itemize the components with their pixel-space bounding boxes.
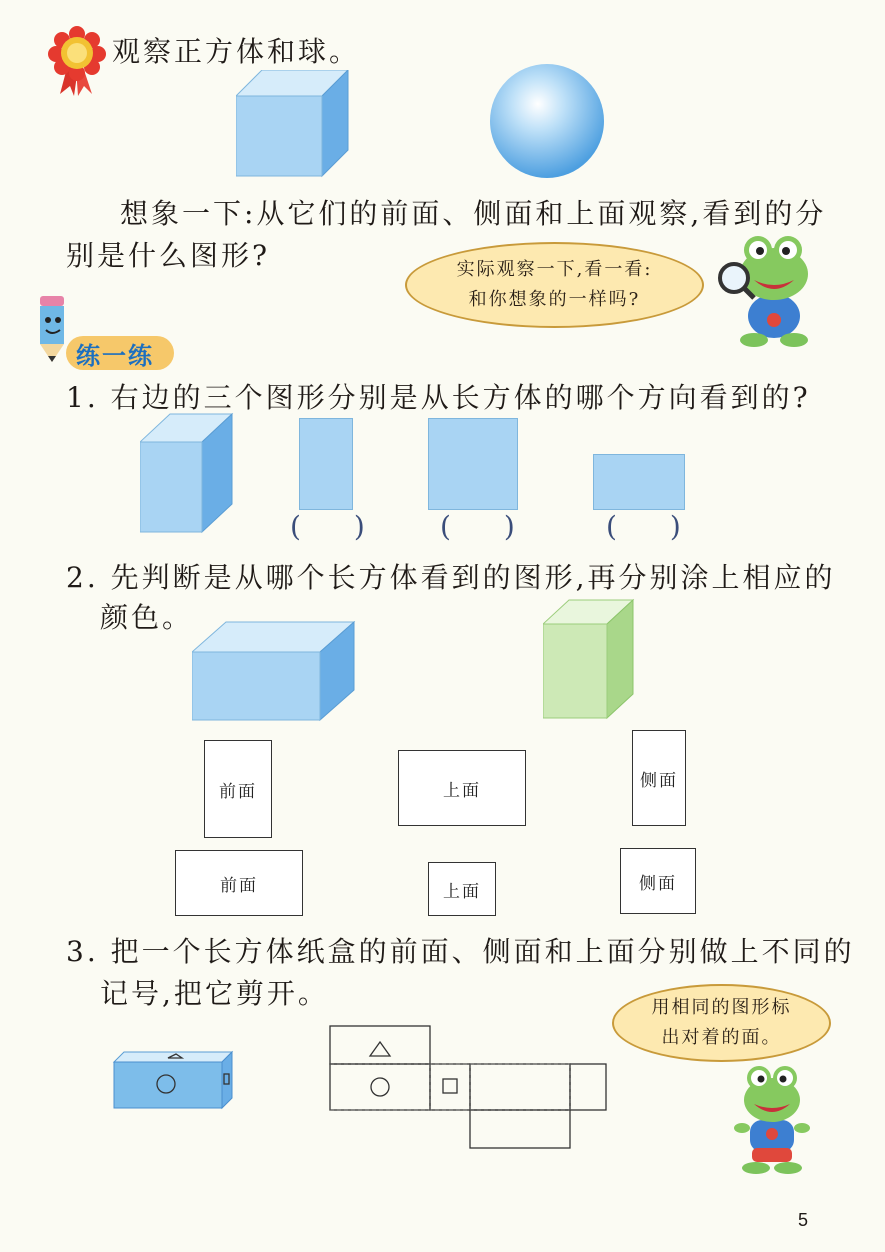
cube-shape: [236, 70, 352, 180]
cuboid-blue-wide: [192, 620, 356, 722]
face-box-side-1: 侧面: [632, 730, 686, 826]
speech-bubble-observe: [405, 242, 704, 328]
question-2-line-1: 2. 先判断是从哪个长方体看到的图形,再分别涂上相应的: [66, 561, 836, 594]
frog-mascot-icon: [732, 1062, 812, 1174]
bubble2-line-2: 出对着的面。: [661, 1027, 782, 1048]
cuboid-green-tall: [543, 598, 635, 720]
face-box-front-2: 前面: [175, 850, 303, 916]
practice-label: 练一练: [76, 342, 154, 370]
question-2-line-2: 颜色。: [100, 601, 194, 634]
face-box-top-2: 上面: [428, 862, 496, 916]
cuboid-q1: [140, 412, 236, 534]
face-box-front-1: 前面: [204, 740, 272, 838]
intro-title: 观察正方体和球。: [112, 35, 361, 68]
marked-box: [110, 1048, 234, 1110]
face-box-side-2: 侧面: [620, 848, 696, 914]
unfolded-box-net: [328, 1024, 610, 1150]
speech-bubble-hint: [612, 984, 831, 1062]
imagine-line-1: 想象一下:从它们的前面、侧面和上面观察,看到的分: [120, 197, 827, 230]
view-tall-rect: [299, 418, 353, 510]
view-square: [428, 418, 518, 510]
view-wide-rect: [593, 454, 685, 510]
face-box-top-1: 上面: [398, 750, 526, 826]
question-3-line-1: 3. 把一个长方体纸盒的前面、侧面和上面分别做上不同的: [66, 935, 855, 968]
bubble-line-2: 和你想象的一样吗?: [468, 289, 641, 310]
sphere-shape: [488, 62, 606, 180]
frog-magnifier-icon: [712, 228, 822, 350]
flower-badge-icon: [48, 24, 106, 96]
question-1-text: 1. 右边的三个图形分别是从长方体的哪个方向看到的?: [66, 381, 811, 414]
imagine-line-2: 别是什么图形?: [66, 239, 271, 272]
answer-paren-1: ( ): [290, 510, 387, 543]
page-number: 5: [798, 1210, 809, 1230]
question-3-line-2: 记号,把它剪开。: [100, 977, 329, 1010]
bubble-line-1: 实际观察一下,看一看:: [456, 259, 653, 280]
answer-paren-2: ( ): [440, 510, 537, 543]
answer-paren-3: ( ): [606, 510, 703, 543]
bubble2-line-1: 用相同的图形标: [651, 997, 792, 1018]
